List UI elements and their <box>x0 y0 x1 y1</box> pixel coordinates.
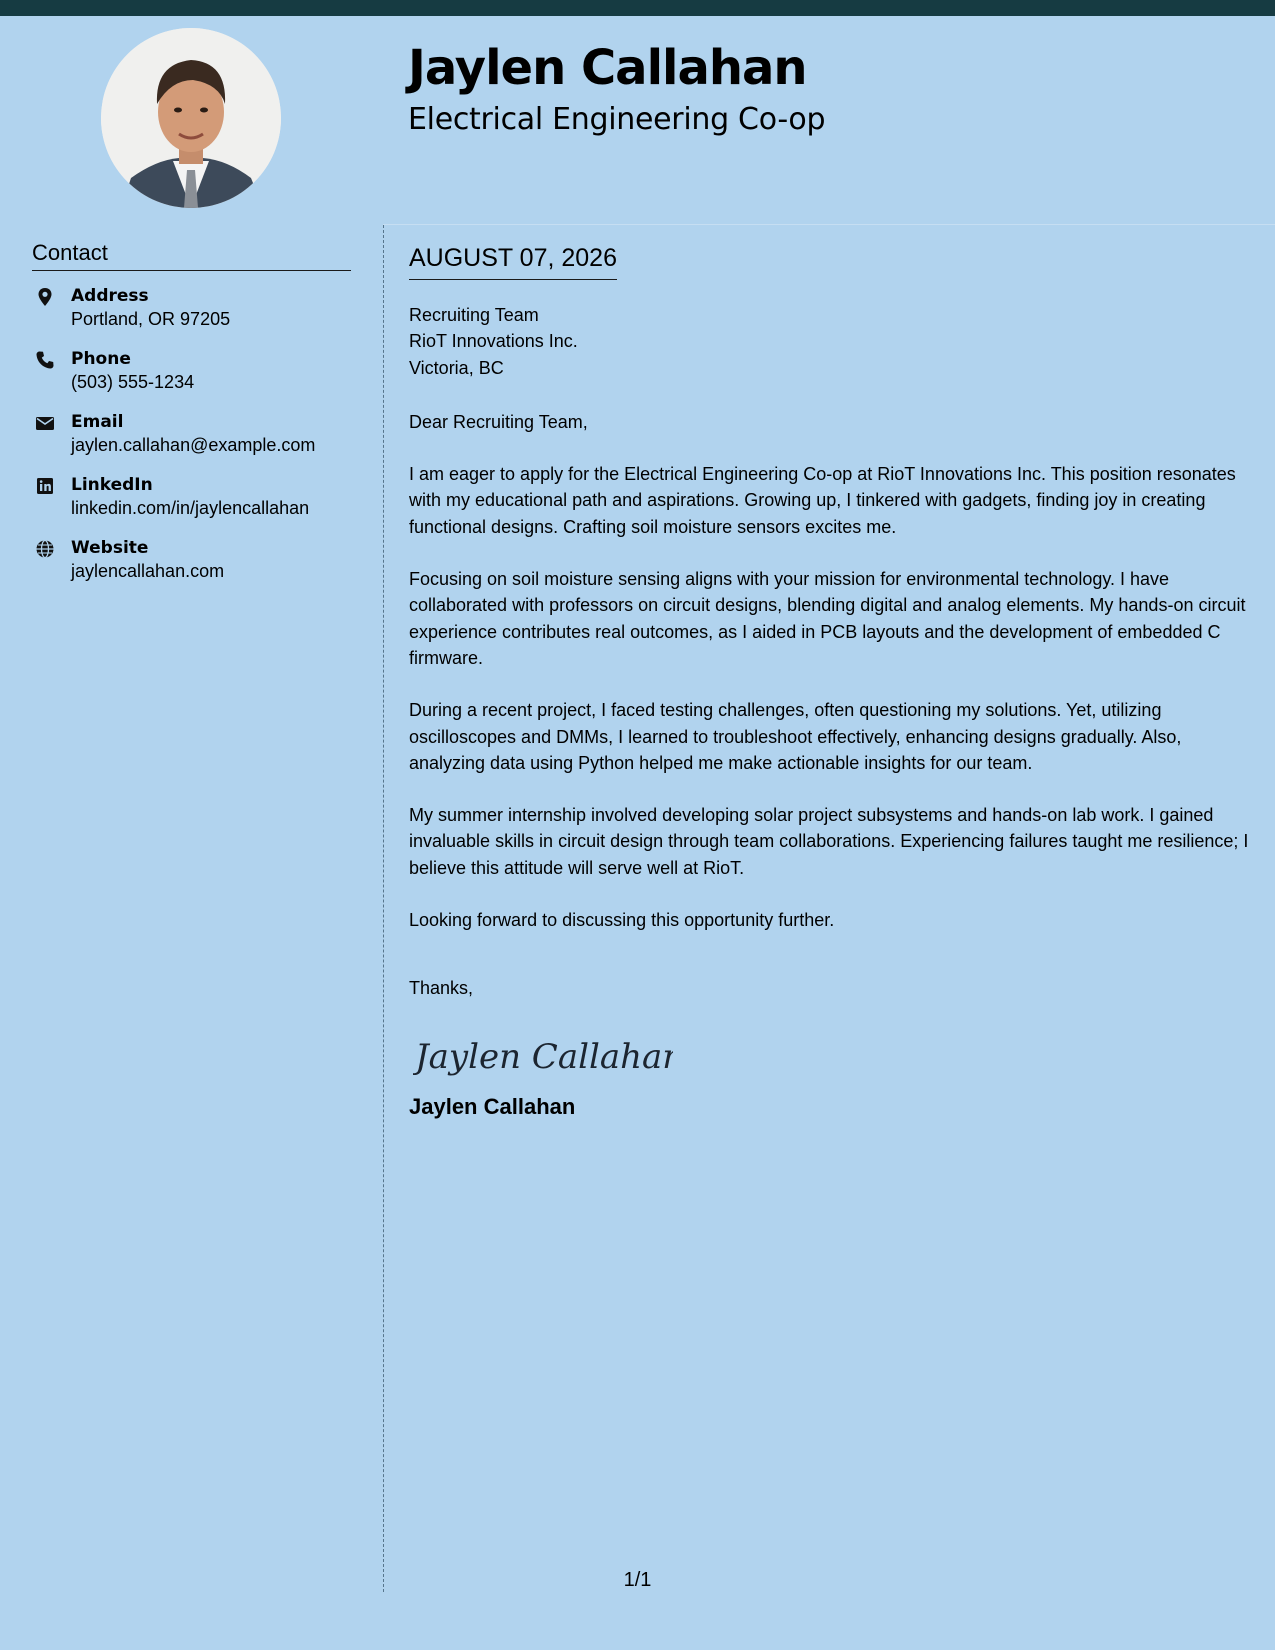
page-number: 1/1 <box>623 1569 652 1591</box>
contact-label: Phone <box>71 349 131 369</box>
top-bar <box>0 0 1275 16</box>
contact-email <box>32 411 362 474</box>
body-paragraph: During a recent project, I faced testing challenges, often questioning my solutions. Yet, utilizing oscilloscopes and DMMs, I learned to troubleshoot effectively, enhancing designs gradually. Also, analyzing data using Python helped me make actionable insights for our team. <box>409 700 1182 773</box>
contact-label: Address <box>71 286 149 306</box>
recipient-address <box>409 302 1249 381</box>
body-paragraph: Looking forward to discussing this opportunity further. <box>409 910 835 931</box>
applicant-title: Electrical Engineering Co-op <box>408 102 826 137</box>
body-paragraph: Focusing on soil moisture sensing aligns with your mission for environmental technology. I have collaborated with professors on circuit designs, blending digital and analog elements. My hands-on circuit experience contributes real outcomes, as I aided in PCB layouts and the development of embedded C firmware. <box>409 569 1246 668</box>
body-paragraph: I am eager to apply for the Electrical Engineering Co-op at RioT Innovations Inc. This position resonates with my educational path and aspirations. Growing up, I tinkered with gadgets, finding joy in creating functional designs. Crafting soil moisture sensors excites me. <box>409 464 1236 537</box>
linkedin-icon <box>35 476 55 496</box>
recipient-line: Recruiting Team <box>409 305 539 325</box>
phone-icon <box>35 350 55 370</box>
closing: Thanks, <box>409 978 474 999</box>
globe-icon <box>35 539 55 559</box>
salutation: Dear Recruiting Team, <box>409 411 588 432</box>
profile-photo <box>101 28 281 208</box>
signature-text: Jaylen Callahan <box>415 1036 673 1077</box>
contact-list <box>32 285 362 600</box>
map-pin-icon <box>35 287 55 307</box>
contact-value[interactable]: linkedin.com/in/jaylencallahan <box>71 498 310 518</box>
contact-label: Website <box>71 538 149 558</box>
header-divider <box>383 224 1275 225</box>
letter-body <box>409 302 1249 1120</box>
contact-value: Portland, OR 97205 <box>71 309 231 329</box>
contact-value[interactable]: jaylen.callahan@example.com <box>71 435 316 455</box>
recipient-line: Victoria, BC <box>409 357 504 378</box>
column-divider <box>383 225 384 1592</box>
contact-value: (503) 555-1234 <box>71 372 195 392</box>
contact-website <box>32 537 362 600</box>
contact-phone <box>32 348 362 411</box>
handwritten-signature <box>413 1030 1249 1082</box>
contact-linkedin <box>32 474 362 537</box>
body-paragraph: My summer internship involved developing solar project subsystems and hands-on lab work. I gained invaluable skills in circuit design through team collaborations. Experiencing failures taught me resilience; I believe this attitude will serve well at RioT. <box>409 805 1249 878</box>
contact-address <box>32 285 362 348</box>
signed-name: Jaylen Callahan <box>409 1093 576 1119</box>
contact-value[interactable]: jaylencallahan.com <box>71 561 225 581</box>
contact-heading: Contact <box>32 240 351 271</box>
letter-date: AUGUST 07, 2026 <box>409 243 617 280</box>
contact-label: LinkedIn <box>71 475 153 495</box>
applicant-name: Jaylen Callahan <box>408 40 807 96</box>
envelope-icon <box>35 413 55 433</box>
recipient-line: RioT Innovations Inc. <box>409 331 578 352</box>
contact-label: Email <box>71 412 124 432</box>
